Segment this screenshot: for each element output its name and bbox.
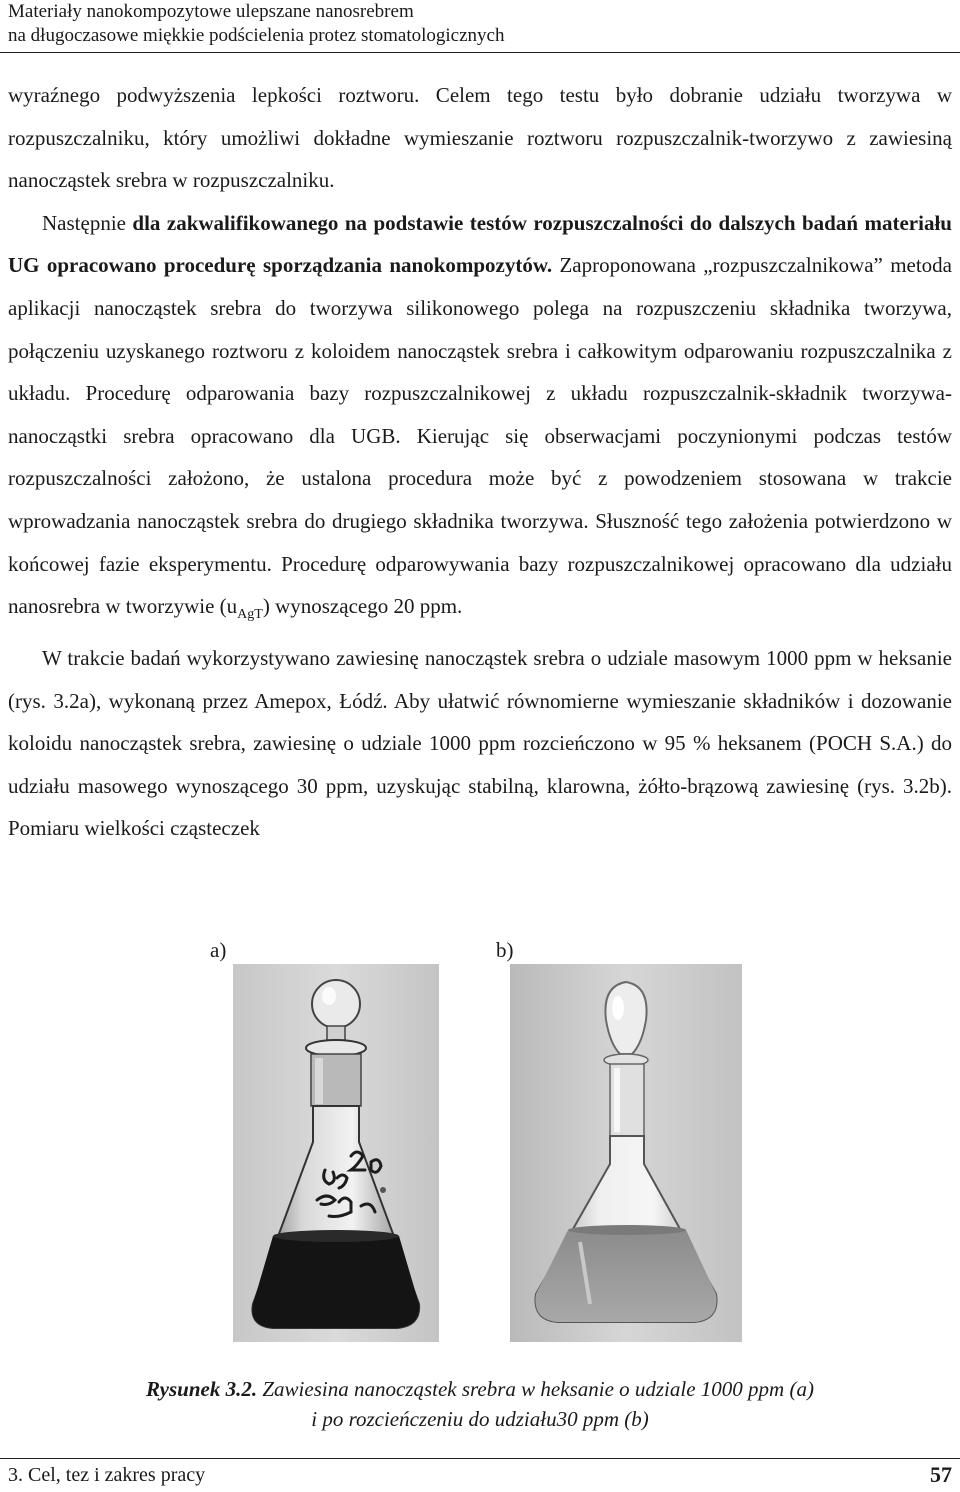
photo-flask-30ppm bbox=[510, 964, 742, 1342]
photo-flask-1000ppm bbox=[233, 964, 439, 1342]
paragraph-2-bold: dla zakwalifikowanego na podstawie testów rozpuszczalności do dalszych badań materiału UG opracowano procedurę sporządzania nanokompozytów. bbox=[8, 210, 952, 278]
body-text bbox=[8, 74, 952, 850]
paragraph-2-middle: Zaproponowana „rozpuszczalnikowa” metoda aplikacji nanocząstek srebra do tworzywa silikonowego polega na rozpuszczeniu składnika tworzywa, połączeniu uzyskanego roztworu z koloidem nanocząstek srebra i całkowitym odparowaniu rozpuszczalnika z układu. Procedurę odparowania bazy rozpuszczalnikowej z układu rozpuszczalnik-składnik tworzywa-nanocząstki srebra opracowano dla UGB. Kierując się obserwacjami poczynionymi podczas testów rozpuszczalności założono, że ustalona procedura może być z powodzeniem stosowana w trakcie wprowadzania nanocząstek srebra do drugiego składnika tworzywa. Słuszność tego założenia potwierdzono w końcowej fazie eksperymentu. Procedurę odparowywania bazy rozpuszczalnikowej opracowano dla udziału nanosrebra w tworzywie (u bbox=[8, 253, 953, 619]
figure-caption-text1: Zawiesina nanocząstek srebra w heksanie o udziale 1000 ppm (a) bbox=[257, 1377, 814, 1401]
paragraph-2-end: ) wynoszącego 20 ppm. bbox=[262, 594, 463, 619]
figure-caption bbox=[0, 1374, 960, 1434]
figure-caption-line2: i po rozcieńczeniu do udziału30 ppm (b) bbox=[311, 1407, 649, 1431]
paragraph-3: W trakcie badań wykorzystywano zawiesinę nanocząstek srebra o udziale masowym 1000 ppm w heksanie (rys. 3.2a), wykonaną przez Amepox, Łódź. Aby ułatwić równomierne wymieszanie składników i dozowanie koloidu nanocząstek srebra, zawiesinę o udziale 1000 ppm rozcieńczono w 95 % heksanem (POCH S.A.) do udziału masowego wynoszącego 30 ppm, uzyskując stabilną, klarowna, żółto-brązową zawiesinę (rys. 3.2b). Pomiaru wielkości cząsteczek bbox=[8, 645, 952, 841]
header-divider bbox=[0, 52, 960, 53]
paragraph-2-start: Następnie bbox=[42, 210, 133, 235]
subscript-agt: AgT bbox=[237, 607, 263, 623]
figure-label-b: b) bbox=[496, 938, 514, 962]
running-header-line1: Materiały nanokompozytowe ulepszane nanosrebrem bbox=[8, 1, 414, 22]
footer-divider bbox=[0, 1458, 960, 1459]
paragraph-2 bbox=[8, 202, 952, 637]
figure-caption-line1 bbox=[0, 1374, 960, 1404]
running-header bbox=[8, 0, 956, 48]
page-number: 57 bbox=[930, 1462, 952, 1487]
figure-label-a: a) bbox=[210, 938, 227, 962]
footer-section-title: 3. Cel, tez i zakres pracy bbox=[8, 1464, 206, 1486]
figure-number: Rysunek 3.2. bbox=[146, 1377, 258, 1401]
running-header-line2: na długoczasowe miękkie podścielenia protez stomatologicznych bbox=[8, 25, 505, 46]
paragraph-1: wyraźnego podwyższenia lepkości roztworu. Celem tego testu było dobranie udziału tworzywa w rozpuszczalniku, który umożliwi dokładne wymieszanie roztworu rozpuszczalnik-tworzywo z zawiesiną nanocząstek srebra w rozpuszczalniku. bbox=[8, 83, 952, 193]
